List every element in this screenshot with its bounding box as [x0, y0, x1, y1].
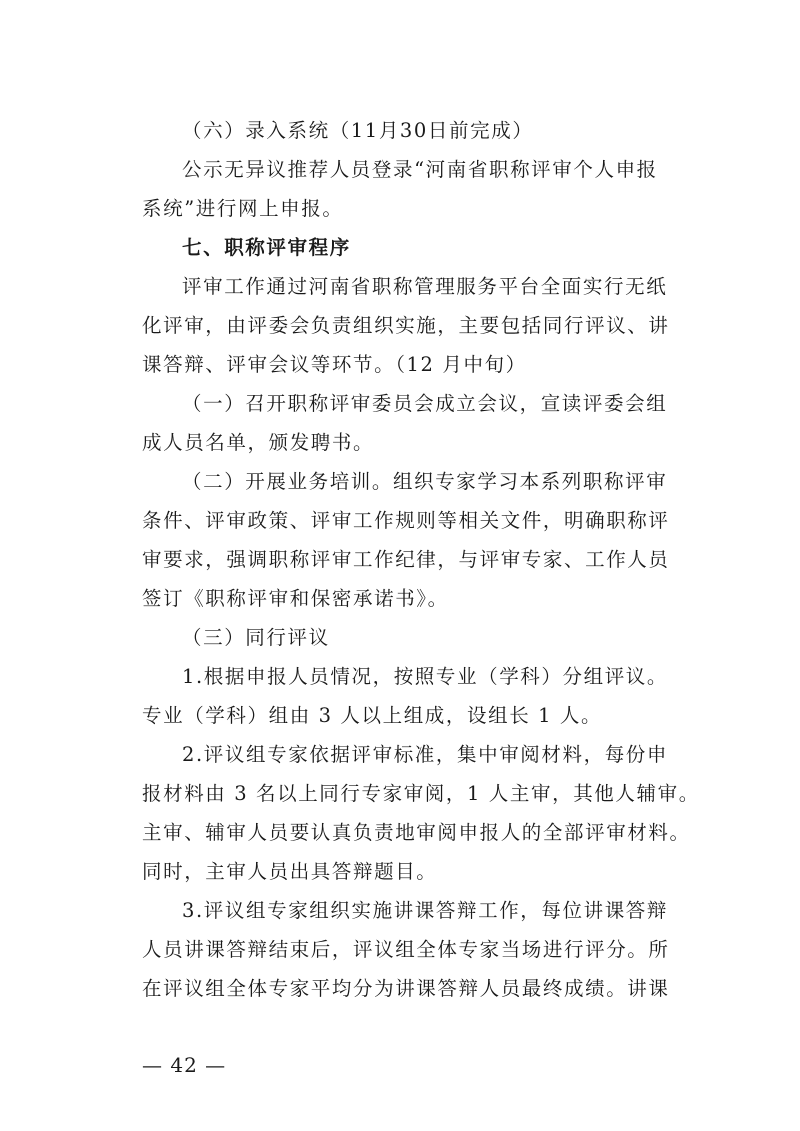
page-number: — 42 —: [142, 1053, 227, 1077]
paragraph-line: 课答辩、评审会议等环节。（12 月中旬）: [142, 353, 527, 376]
paragraph-line: 条件、评审政策、评审工作规则等相关文件，明确职称评: [142, 509, 670, 532]
paragraph-line: 评审工作通过河南省职称管理服务平台全面实行无纸: [182, 275, 668, 298]
paragraph-line: 在评议组全体专家平均分为讲课答辩人员最终成绩。讲课: [142, 977, 670, 1000]
paragraph-line: 3.评议组专家组织实施讲课答辩工作，每位讲课答辩: [182, 899, 669, 922]
paragraph-line: 公示无异议推荐人员登录“河南省职称评审个人申报: [182, 158, 658, 181]
section-six-heading: （六）录入系统（11月30日前完成）: [182, 119, 534, 142]
paragraph-line: 成人员名单，颁发聘书。: [142, 431, 375, 454]
paragraph-line: 人员讲课答辩结束后，评议组全体专家当场进行评分。所: [142, 938, 670, 961]
paragraph-line: 1.根据申报人员情况，按照专业（学科）分组评议。: [182, 665, 669, 688]
paragraph-line: （一）召开职称评审委员会成立会议，宣读评委会组: [182, 392, 668, 415]
paragraph-line: 审要求，强调职称评审工作纪律，与评审专家、工作人员: [142, 548, 670, 571]
paragraph-line: （二）开展业务培训。组织专家学习本系列职称评审: [182, 470, 668, 493]
paragraph-line: 专业（学科）组由 3 人以上组成，设组长 1 人。: [142, 704, 603, 727]
paragraph-line: 2.评议组专家依据评审标准，集中审阅材料，每份申: [182, 743, 669, 766]
paragraph-line: 同时，主审人员出具答辩题目。: [142, 860, 438, 883]
paragraph-line: 系统”进行网上申报。: [142, 197, 344, 220]
section-seven-heading: 七、职称评审程序: [182, 236, 351, 259]
paragraph-line: 签订《职称评审和保密承诺书》。: [142, 587, 449, 610]
paragraph-line: 报材料由 3 名以上同行专家审阅，1 人主审，其他人辅审。: [142, 782, 700, 805]
paragraph-line: 主审、辅审人员要认真负责地审阅申报人的全部评审材料。: [142, 821, 691, 844]
subsection-heading: （三）同行评议: [182, 626, 330, 649]
paragraph-line: 化评审，由评委会负责组织实施，主要包括同行评议、讲: [142, 314, 670, 337]
